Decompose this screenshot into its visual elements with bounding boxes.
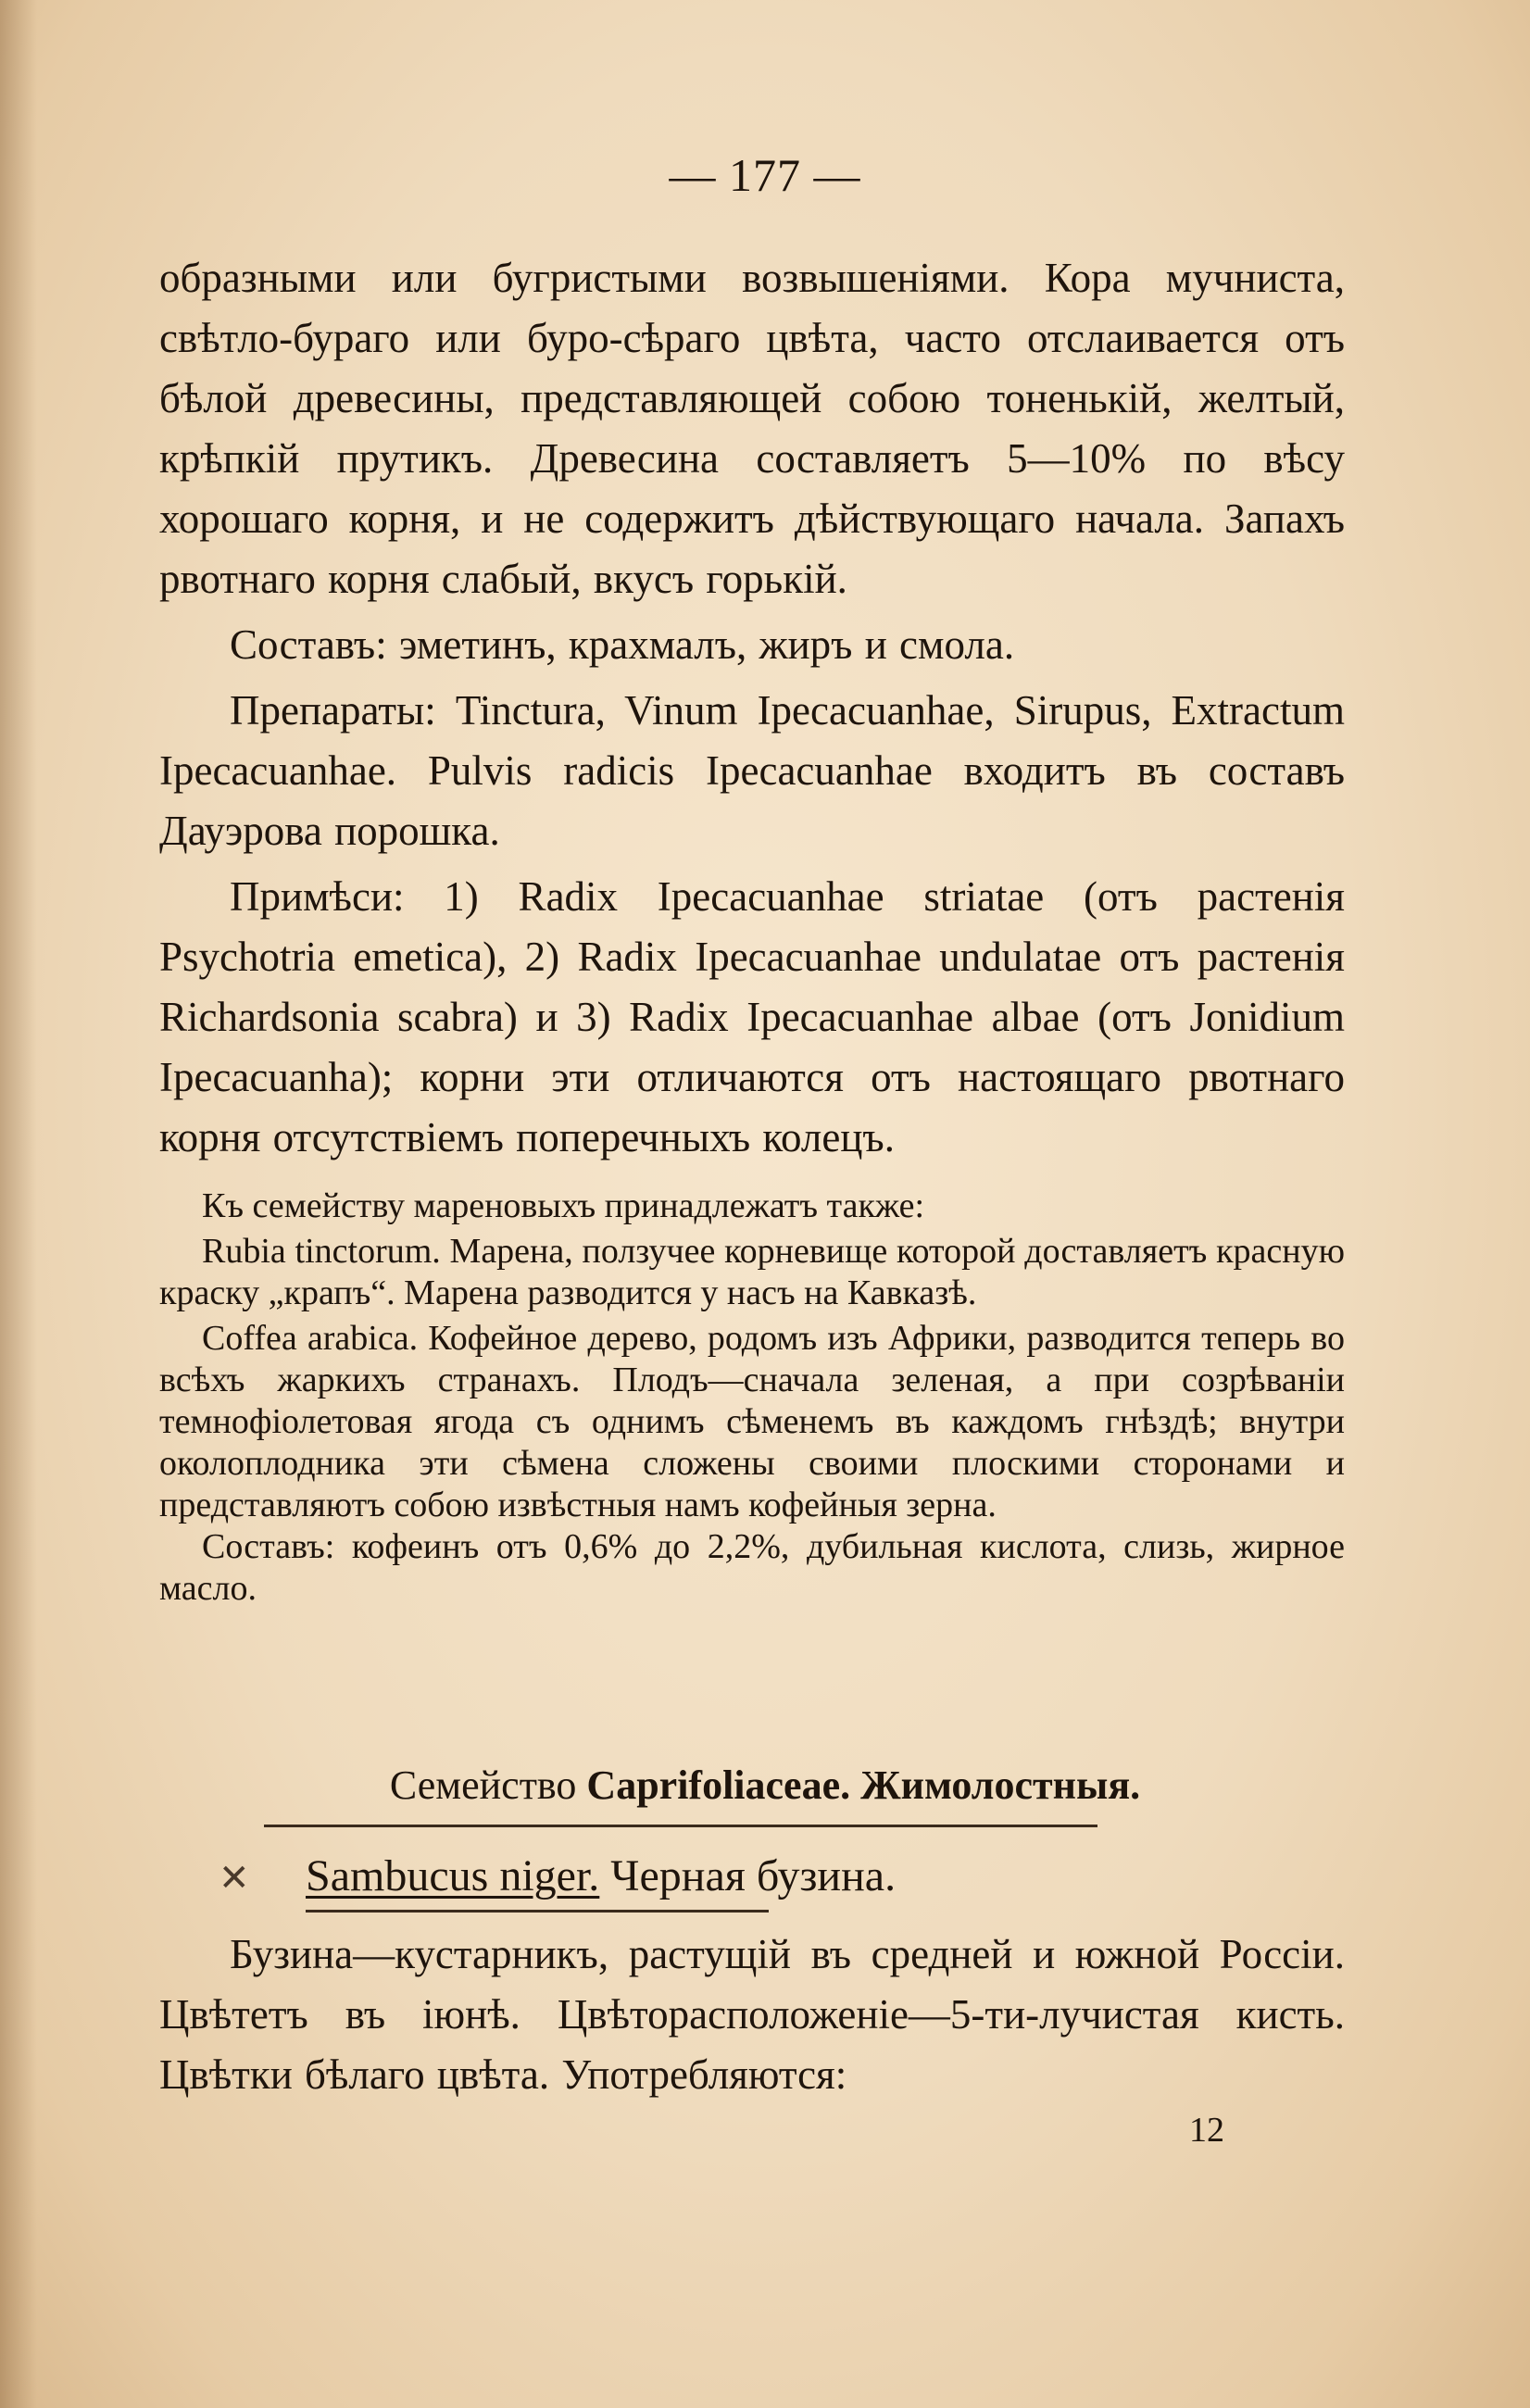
family-heading — [0, 1762, 1530, 1809]
family-heading-prefix: Семейство — [389, 1762, 577, 1808]
paragraph-root-description: образными или бугристыми возвышеніями. Кора мучниста, свѣтло-бураго или буро-сѣраго цвѣта, часто отслаивается отъ бѣлой древесины, представляющей собою тоненькій, желтый, крѣпкій прутикъ. Древесина составляетъ 5—10% по вѣсу хорошаго корня, и не содержитъ дѣйствующаго начала. Запахъ рвотнаго корня слабый, вкусъ горькій. — [159, 255, 1345, 602]
pencil-underline-short — [306, 1910, 769, 1913]
pencil-cross-mark: ✕ — [219, 1857, 250, 1899]
species-heading-russian: Черная бузина. — [610, 1851, 897, 1900]
paragraph-composition: Составъ: эметинъ, крахмалъ, жиръ и смола. — [230, 621, 1015, 668]
pencil-underline-long — [264, 1825, 1097, 1827]
small-text-block — [159, 1185, 1345, 1610]
paragraph-preparations: Препараты: Tinctura, Vinum Ipecacuanhae, Sirupus, Extractum Ipecacuanhae. Pulvis radicis Ipecacuanhae входитъ въ составъ Дауэрова порошка. — [159, 687, 1345, 854]
species-heading-latin: Sambucus niger. — [306, 1851, 600, 1900]
top-text-block — [159, 248, 1345, 1168]
bottom-text-block — [159, 1925, 1345, 2105]
paragraph-admixtures: Примѣси: 1) Radix Ipecacuanhae striatae (отъ растенія Psychotria emetica), 2) Radix Ipecacuanhae undulatae отъ растенія Richardsonia scabra) и 3) Radix Ipecacuanhae albae (отъ Jonidium Ipecacuanha); корни эти отличаются отъ настоящаго рвотнаго корня отсутствіемъ поперечныхъ колецъ. — [159, 873, 1345, 1160]
paragraph-family-intro: Къ семейству мареновыхъ принадлежатъ также: — [202, 1186, 925, 1225]
paragraph-rubia: Rubia tinctorum. Марена, ползучее корневище которой доставляетъ красную краску „крапъ“. Марена разводится у насъ на Кавказѣ. — [159, 1232, 1345, 1312]
page-edge-shadow — [0, 0, 37, 2408]
paragraph-coffee-composition: Составъ: кофеинъ отъ 0,6% до 2,2%, дубильная кислота, слизь, жирное масло. — [159, 1527, 1345, 1608]
paragraph-coffea: Coffea arabica. Кофейное дерево, родомъ изъ Африки, разводится теперь во всѣхъ жаркихъ странахъ. Плодъ—сначала зеленая, а при созрѣваніи темнофіолетовая ягода съ однимъ сѣменемъ въ каждомъ гнѣздѣ; внутри околоплодника эти сѣмена сложены своими плоскими сторонами и представляютъ собою извѣстныя намъ кофейныя зерна. — [159, 1319, 1345, 1524]
paragraph-sambucus: Бузина—кустарникъ, растущій въ средней и южной Россіи. Цвѣтетъ въ іюнѣ. Цвѣторасположеніе—5-ти-лучистая кисть. Цвѣтки бѣлаго цвѣта. Употребляются: — [159, 1931, 1345, 2098]
species-heading — [306, 1850, 896, 1901]
page-number: — 177 — — [669, 149, 861, 201]
family-heading-russian: Жимолостныя. — [860, 1762, 1141, 1808]
family-heading-latin: Caprifoliaceae. — [586, 1762, 851, 1808]
signature-mark: 12 — [1189, 2111, 1224, 2150]
